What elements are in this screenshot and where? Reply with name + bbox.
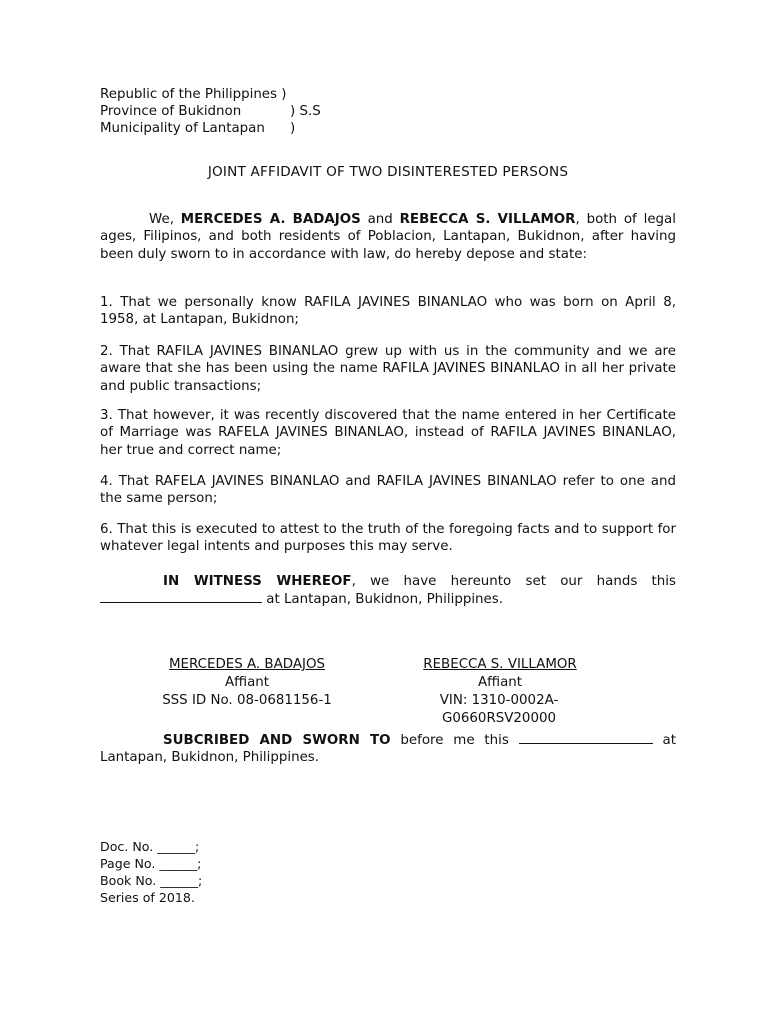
book-no: Book No. ______;	[100, 873, 203, 888]
page-no: Page No. ______;	[100, 856, 202, 871]
paragraph-4: 4. That RAFELA JAVINES BINANLAO and RAFILA JAVINES BINANLAO refer to one and the same person;	[100, 474, 676, 507]
signature-block-affiant-2	[412, 656, 588, 728]
jurat-after-blank: at Lantapan, Bukidnon, Philippines.	[100, 733, 676, 766]
jurat-paragraph	[100, 731, 676, 767]
witness-date-blank[interactable]	[100, 590, 262, 603]
witness-after-blank: at Lantapan, Bukidnon, Philippines.	[262, 592, 504, 608]
affiant1-name-inline: MERCEDES A. BADAJOS	[180, 212, 361, 227]
signatory-1-id: SSS ID No. 08-0681156-1	[162, 693, 332, 708]
venue-block	[100, 86, 321, 137]
paragraph-6: 6. That this is executed to attest to the truth of the foregoing facts and to support for whatever legal intents and purposes this may serve.	[100, 522, 676, 555]
signatory-2-id: VIN: 1310-0002A-G0660RSV20000	[439, 693, 559, 726]
intro-and: and	[360, 212, 400, 227]
venue-paren: )	[290, 121, 296, 136]
venue-line-republic	[100, 86, 287, 103]
jurat-date-blank[interactable]	[519, 731, 653, 744]
paragraph-3: 3. That however, it was recently discovered that the name entered in her Certificate of Marriage was RAFELA JAVINES BINANLAO, instead of RAFILA JAVINES BINANLAO, her true and correct name;	[100, 408, 676, 458]
intro-we: We,	[149, 212, 181, 227]
venue-line-province	[100, 103, 321, 120]
venue-ss-marker: ) S.S	[290, 104, 321, 119]
intro-rest: , both of legal ages, Filipinos, and both residents of Poblacion, Lantapan, Bukidnon, after having been duly sworn to in accordance with law, do hereby depose and state:	[100, 212, 676, 262]
series-year: Series of 2018.	[100, 890, 195, 905]
doc-no: Doc. No. ______;	[100, 839, 200, 854]
jurat-lead: SUBCRIBED AND SWORN TO	[163, 733, 391, 748]
signatory-1-name: MERCEDES A. BADAJOS	[169, 657, 325, 672]
signatory-1-role: Affiant	[224, 675, 270, 690]
witness-lead: IN WITNESS WHEREOF	[163, 574, 352, 589]
jurat-rest: before me this	[390, 733, 519, 748]
affiant2-name-inline: REBECCA S. VILLAMOR	[399, 212, 576, 227]
witness-paragraph	[100, 573, 676, 609]
signatory-2-role: Affiant	[477, 675, 523, 690]
notarial-references	[100, 838, 202, 906]
signature-block-affiant-1	[150, 656, 344, 710]
venue-republic-text: Republic of the Philippines )	[100, 87, 287, 102]
witness-rest: , we have hereunto set our hands this	[351, 574, 676, 589]
venue-province-text: Province of Bukidnon	[100, 104, 242, 119]
venue-municipality-text: Municipality of Lantapan	[100, 121, 265, 136]
signatory-2-name: REBECCA S. VILLAMOR	[423, 657, 577, 672]
paragraph-1: 1. That we personally know RAFILA JAVINES BINANLAO who was born on April 8, 1958, at Lantapan, Bukidnon;	[100, 295, 676, 328]
document-title: JOINT AFFIDAVIT OF TWO DISINTERESTED PERSONS	[207, 164, 569, 180]
intro-paragraph	[100, 211, 676, 263]
paragraph-2: 2. That RAFILA JAVINES BINANLAO grew up with us in the community and we are aware that she has been using the name RAFILA JAVINES BINANLAO in all her private and public transactions;	[100, 344, 676, 394]
venue-line-municipality	[100, 120, 296, 137]
